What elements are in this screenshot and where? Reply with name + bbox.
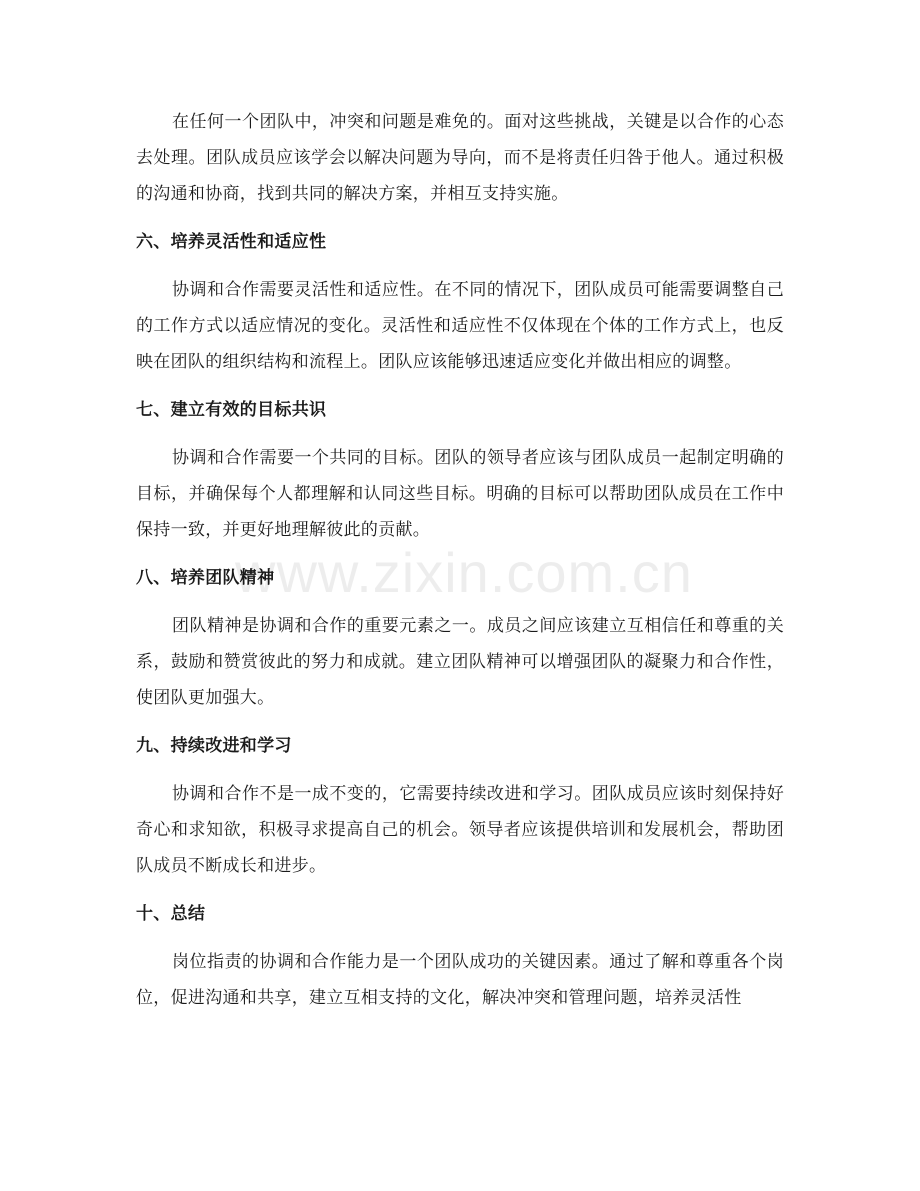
- section-heading-10: 十、总结: [136, 904, 206, 924]
- section-heading-8: 八、培养团队精神: [136, 568, 275, 588]
- section-paragraph-7: 协调和合作需要一个共同的目标。团队的领导者应该与团队成员一起制定明确的目标，并确保每个人都理解和认同这些目标。明确的目标可以帮助团队成员在工作中保持一致，并更好地理解彼此的贡献。: [136, 448, 784, 540]
- section-paragraph-9: 协调和合作不是一成不变的，它需要持续改进和学习。团队成员应该时刻保持好奇心和求知欲，积极寻求提高自己的机会。领导者应该提供培训和发展机会，帮助团队成员不断成长和进步。: [136, 784, 784, 876]
- section-heading-7: 七、建立有效的目标共识: [136, 400, 327, 420]
- section-paragraph-10: 岗位指责的协调和合作能力是一个团队成功的关键因素。通过了解和尊重各个岗位，促进沟通和共享，建立互相支持的文化，解决冲突和管理问题，培养灵活性: [136, 952, 784, 1008]
- document-body: [136, 104, 784, 1016]
- section-paragraph-6: 协调和合作需要灵活性和适应性。在不同的情况下，团队成员可能需要调整自己的工作方式以适应情况的变化。灵活性和适应性不仅体现在个体的工作方式上，也反映在团队的组织结构和流程上。团队应该能够迅速适应变化并做出相应的调整。: [136, 280, 784, 372]
- section-heading-6: 六、培养灵活性和适应性: [136, 232, 327, 252]
- section-heading-9: 九、持续改进和学习: [136, 736, 292, 756]
- intro-paragraph: 在任何一个团队中，冲突和问题是难免的。面对这些挑战，关键是以合作的心态去处理。团队成员应该学会以解决问题为导向，而不是将责任归咎于他人。通过积极的沟通和协商，找到共同的解决方案，并相互支持实施。: [136, 112, 784, 204]
- section-paragraph-8: 团队精神是协调和合作的重要元素之一。成员之间应该建立互相信任和尊重的关系，鼓励和赞赏彼此的努力和成就。建立团队精神可以增强团队的凝聚力和合作性，使团队更加强大。: [136, 616, 784, 708]
- watermark: www.zixin.com.cn: [235, 541, 693, 604]
